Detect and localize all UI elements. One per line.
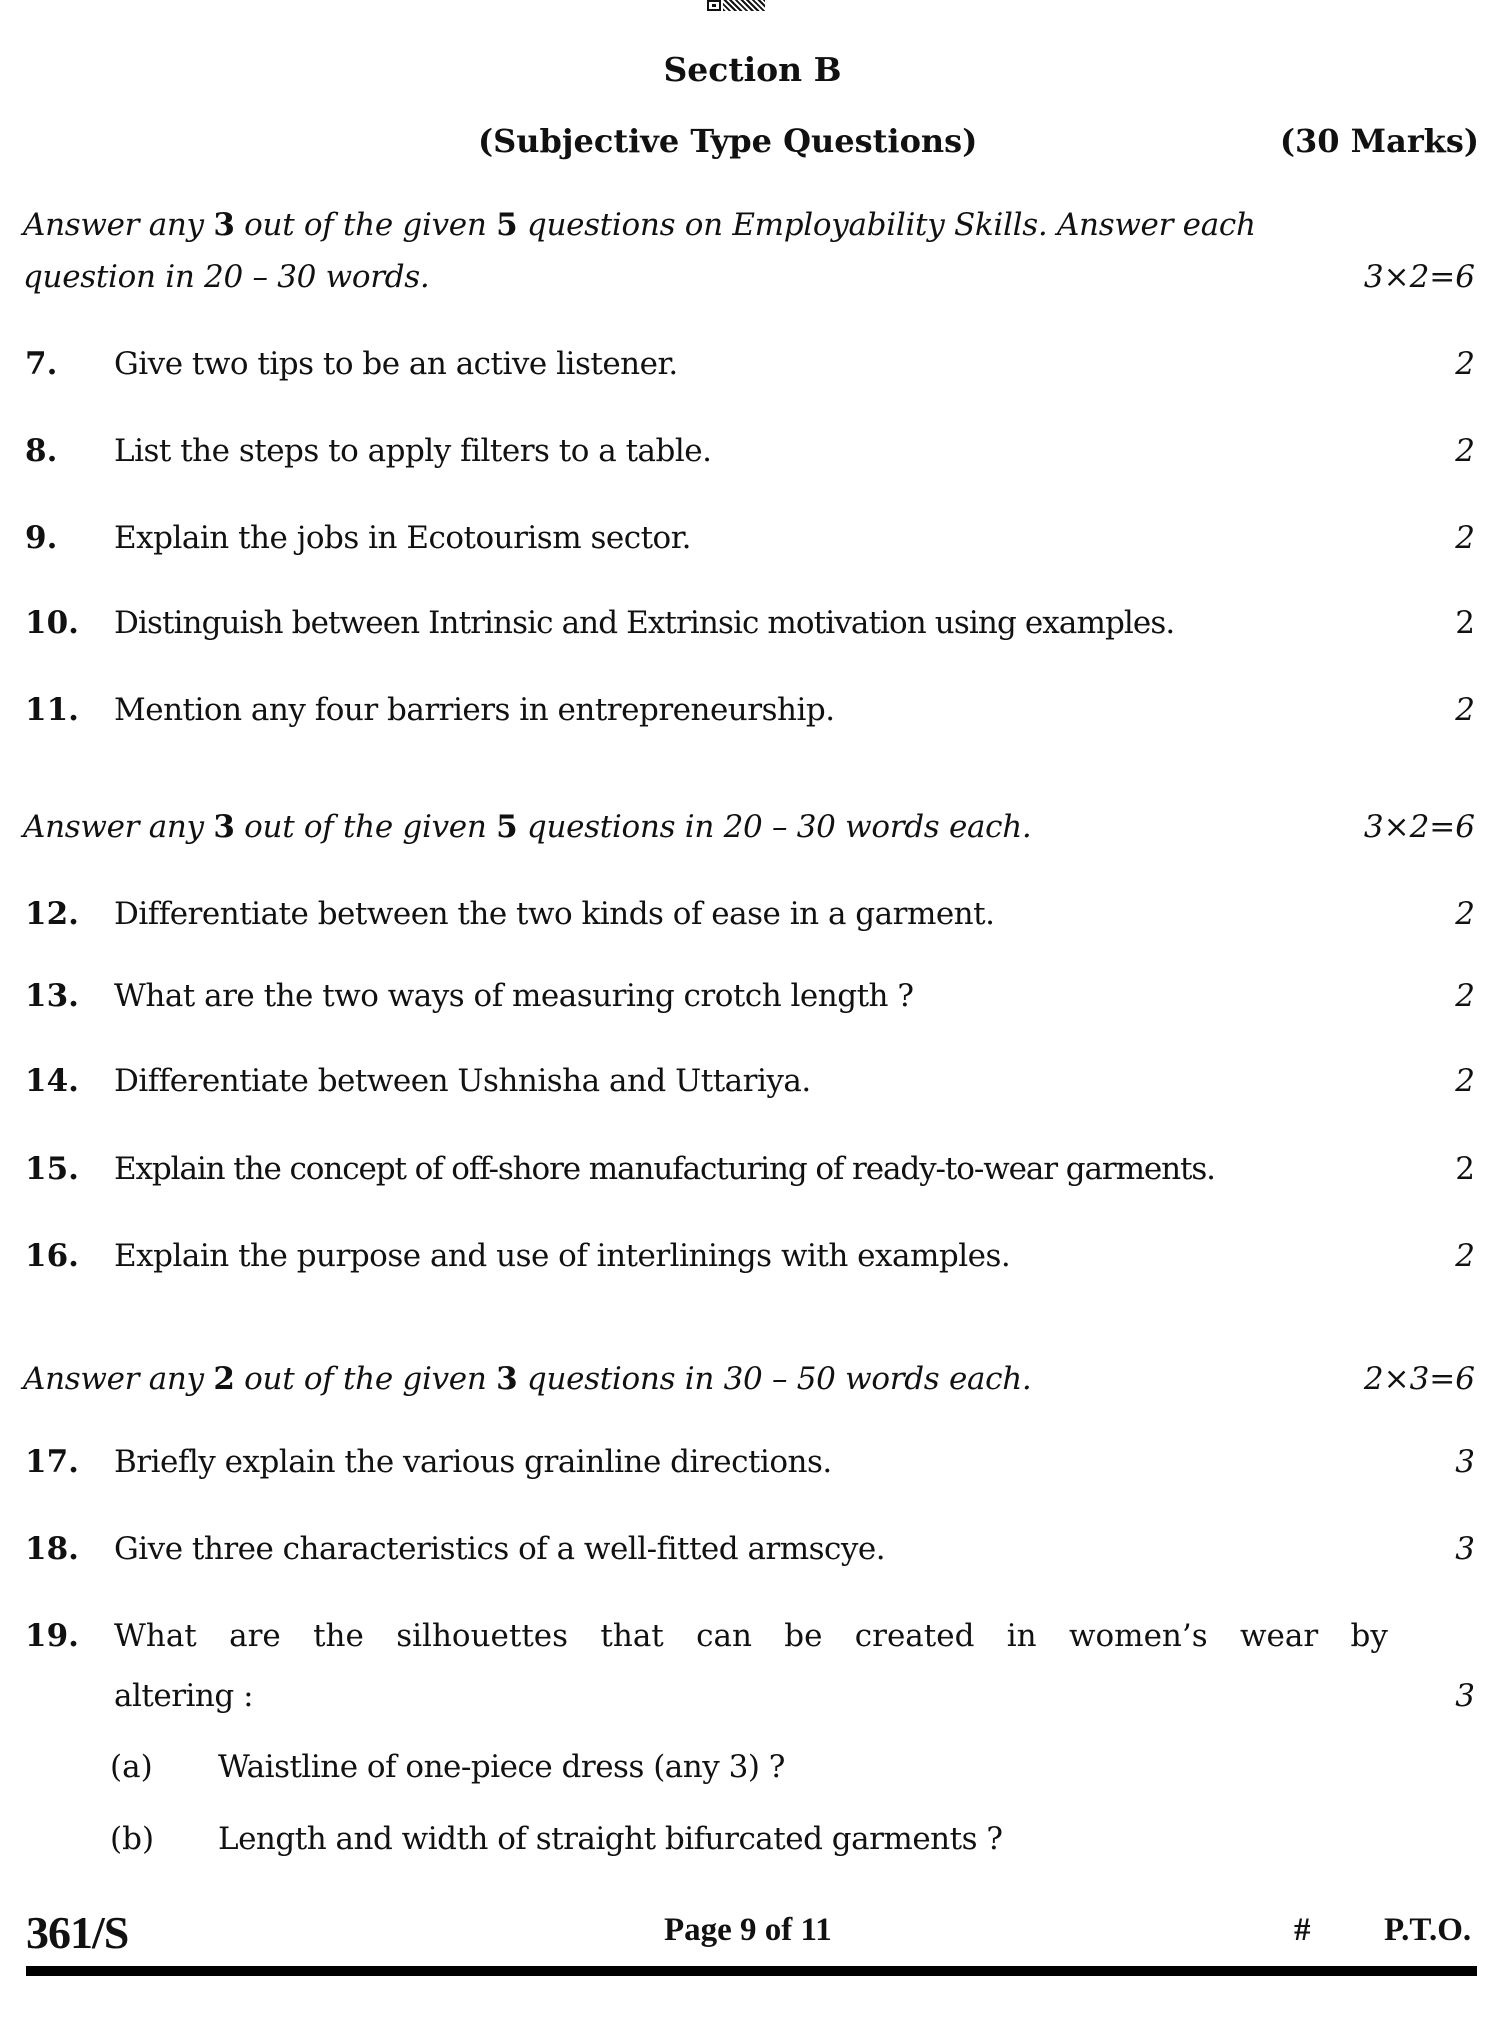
instruction-text: questions on Employability Skills. Answer each: [517, 207, 1256, 243]
question-text: Distinguish between Intrinsic and Extrinsic motivation using examples.: [114, 605, 1175, 641]
question-text: Mention any four barriers in entrepreneurship.: [114, 692, 835, 728]
word: women’s: [1068, 1618, 1208, 1654]
question-marks: 2: [1455, 1238, 1475, 1274]
group-2-marks: 3×2=6: [1363, 809, 1475, 845]
question-number: 9.: [25, 520, 58, 556]
question-marks: 3: [1455, 1678, 1475, 1714]
question-marks: 2: [1455, 692, 1475, 728]
question-number: 14.: [25, 1063, 79, 1099]
group-3-instruction: [23, 1361, 1031, 1397]
instruction-text: Answer any: [23, 207, 214, 243]
question-text: Briefly explain the various grainline directions.: [114, 1444, 832, 1480]
question-marks: 2: [1455, 978, 1475, 1014]
question-text: Differentiate between the two kinds of ease in a garment.: [114, 896, 995, 932]
question-text: Explain the jobs in Ecotourism sector.: [114, 520, 691, 556]
question-marks: 2: [1455, 346, 1475, 382]
instruction-text: questions in 30 – 50 words each.: [517, 1361, 1032, 1397]
word: by: [1350, 1618, 1388, 1654]
instruction-count: 3: [213, 809, 235, 845]
question-number: 17.: [25, 1444, 79, 1480]
question-text: Explain the purpose and use of interlinings with examples.: [114, 1238, 1011, 1274]
instruction-total: 5: [496, 207, 518, 243]
instruction-text: Answer any: [23, 809, 214, 845]
word: can: [696, 1618, 752, 1654]
question-marks: 2: [1455, 433, 1475, 469]
question-number: 11.: [25, 692, 79, 728]
instruction-text: questions in 20 – 30 words each.: [517, 809, 1032, 845]
question-text-justified: [114, 1618, 1388, 1654]
word: that: [600, 1618, 664, 1654]
section-total-marks: (30 Marks): [1279, 122, 1479, 160]
question-number: 18.: [25, 1531, 79, 1567]
question-number: 16.: [25, 1238, 79, 1274]
question-text: Explain the concept of off-shore manufacturing of ready-to-wear garments.: [114, 1151, 1215, 1187]
section-title: Section B: [663, 50, 842, 89]
question-text: List the steps to apply filters to a table.: [114, 433, 712, 469]
subpart-text: Waistline of one-piece dress (any 3) ?: [218, 1749, 785, 1785]
word: the: [313, 1618, 364, 1654]
question-text: Give three characteristics of a well-fitted armscye.: [114, 1531, 886, 1567]
instruction-text: out of the given: [234, 809, 497, 845]
paper-code: 361/S: [26, 1907, 129, 1958]
word: wear: [1239, 1618, 1319, 1654]
instruction-count: 2: [213, 1361, 235, 1397]
subpart-label: (a): [110, 1749, 153, 1785]
question-text: Give two tips to be an active listener.: [114, 346, 678, 382]
question-marks: 2: [1455, 896, 1475, 932]
word: are: [229, 1618, 281, 1654]
instruction-total: 5: [496, 809, 518, 845]
footer-rule: [26, 1966, 1477, 1976]
question-text-line2: altering :: [114, 1678, 254, 1714]
question-text: Differentiate between Ushnisha and Uttariya.: [114, 1063, 811, 1099]
question-number: 7.: [25, 346, 58, 382]
group-1-instruction: [23, 207, 1256, 243]
question-marks: 3: [1455, 1444, 1475, 1480]
word: be: [784, 1618, 823, 1654]
instruction-total: 3: [496, 1361, 518, 1397]
qr-code-icon: [707, 0, 765, 12]
word: silhouettes: [396, 1618, 569, 1654]
question-number: 19.: [25, 1618, 79, 1654]
question-number: 12.: [25, 896, 79, 932]
qr-finder-pattern: [707, 0, 721, 11]
question-marks: 3: [1455, 1531, 1475, 1567]
question-number: 15.: [25, 1151, 79, 1187]
group-1-marks: 3×2=6: [1363, 259, 1475, 295]
instruction-text: out of the given: [234, 207, 497, 243]
question-marks: 2: [1455, 605, 1475, 641]
question-number: 10.: [25, 605, 79, 641]
question-marks: 2: [1455, 1063, 1475, 1099]
question-text: What are the two ways of measuring crotch length ?: [114, 978, 914, 1014]
question-marks: 2: [1455, 520, 1475, 556]
question-number: 8.: [25, 433, 58, 469]
subpart-text: Length and width of straight bifurcated garments ?: [218, 1821, 1003, 1857]
instruction-text: out of the given: [234, 1361, 497, 1397]
group-2-instruction: [23, 809, 1031, 845]
subpart-label: (b): [110, 1821, 155, 1857]
instruction-text: Answer any: [23, 1361, 214, 1397]
group-1-instruction-line2: question in 20 – 30 words.: [23, 259, 430, 295]
hash-mark: #: [1294, 1912, 1311, 1948]
word: created: [854, 1618, 975, 1654]
question-number: 13.: [25, 978, 79, 1014]
instruction-count: 3: [213, 207, 235, 243]
word: What: [114, 1618, 197, 1654]
question-marks: 2: [1455, 1151, 1475, 1187]
please-turn-over: P.T.O.: [1384, 1912, 1472, 1948]
page-number: Page 9 of 11: [664, 1912, 832, 1948]
qr-modules: [723, 0, 765, 11]
word: in: [1006, 1618, 1037, 1654]
group-3-marks: 2×3=6: [1363, 1361, 1475, 1397]
section-subtitle: (Subjective Type Questions): [478, 122, 978, 160]
